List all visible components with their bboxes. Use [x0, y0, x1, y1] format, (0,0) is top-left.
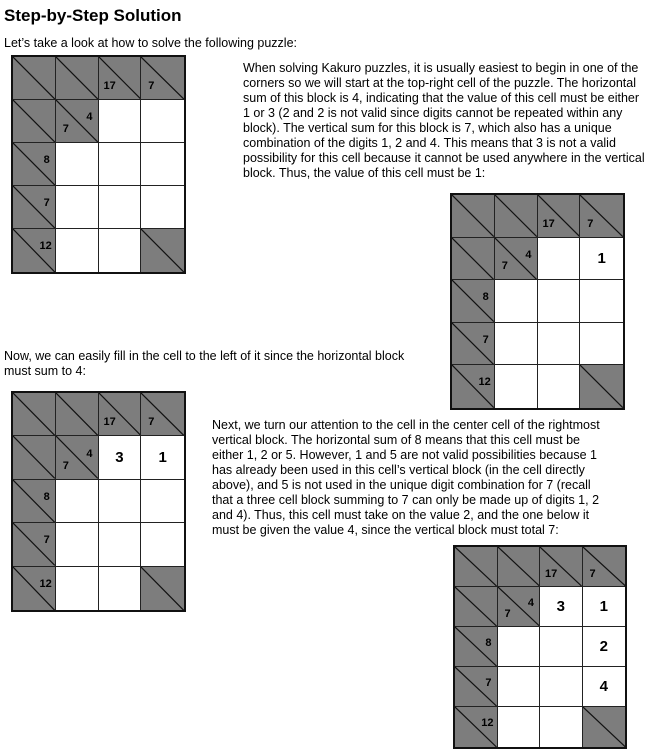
clue-cell: [56, 57, 99, 100]
clue-cell: [538, 195, 581, 238]
answer-cell: [141, 480, 184, 523]
across-clue: 8: [485, 637, 492, 650]
diagonal-divider: [56, 393, 98, 435]
diagonal-divider: [13, 436, 55, 478]
down-clue: 17: [542, 217, 555, 230]
answer-cell: [99, 229, 142, 272]
clue-cell: [452, 365, 495, 408]
diagonal-divider: [99, 57, 141, 99]
clue-cell: [498, 547, 541, 587]
down-clue: 7: [587, 217, 594, 230]
diagonal-divider: [141, 57, 184, 99]
answer-cell: [99, 480, 142, 523]
down-clue: 7: [501, 260, 508, 273]
cell-value: 1: [599, 598, 608, 615]
cell-value: 1: [158, 449, 167, 467]
diagonal-divider: [452, 238, 494, 280]
answer-cell: [56, 229, 99, 272]
answer-cell: [495, 280, 538, 323]
step3-explanation: Next, we turn our attention to the cell in the center cell of the rightmost vertical block. The horizontal sum of 8 means that this cell must be either 1, 2 or 5. However, 1 and 5 are not valid possibilities because 1 has already been used in this cell’s vertical block (in the cell directly above), and 5 is not used in the unique digit combination for 7 (recall that a three cell block summing to 7 can only be made up of digits 1, 2 and 4). Thus, this cell must take on the value 2, and the one below it must be given the value 4, since the vertical block must total 7:: [212, 418, 600, 537]
clue-cell: [455, 707, 498, 747]
across-clue: 4: [86, 111, 93, 124]
cell-value: 3: [556, 598, 565, 615]
answer-cell: [540, 707, 583, 747]
clue-cell: [455, 587, 498, 627]
clue-cell: [99, 393, 142, 436]
clue-cell: [13, 186, 56, 229]
across-clue: 12: [39, 577, 52, 590]
across-clue: 7: [43, 534, 50, 547]
answer-cell: [540, 667, 583, 707]
across-clue: 4: [525, 248, 532, 261]
clue-cell: [13, 393, 56, 436]
clue-cell: [495, 195, 538, 238]
clue-cell: [99, 57, 142, 100]
clue-cell: [452, 323, 495, 366]
clue-cell: [452, 238, 495, 281]
down-clue: 17: [545, 567, 558, 580]
across-clue: 4: [527, 597, 534, 610]
clue-cell: [141, 393, 184, 436]
clue-cell: [455, 667, 498, 707]
answer-cell: [580, 280, 623, 323]
answer-cell: [56, 143, 99, 186]
clue-cell: [452, 280, 495, 323]
clue-cell: [13, 480, 56, 523]
clue-cell: [495, 238, 538, 281]
answer-cell: [538, 280, 581, 323]
answer-cell: [141, 523, 184, 566]
answer-cell: [498, 707, 541, 747]
diagonal-divider: [141, 567, 184, 610]
across-clue: 12: [478, 376, 491, 389]
answer-cell: [56, 480, 99, 523]
diagonal-divider: [13, 57, 55, 99]
clue-cell: [56, 436, 99, 479]
answer-cell: [580, 323, 623, 366]
clue-cell: [580, 365, 623, 408]
down-clue: 7: [589, 567, 596, 580]
answer-cell: [99, 436, 142, 479]
diagonal-divider: [495, 195, 537, 237]
clue-cell: [13, 567, 56, 610]
answer-cell: [538, 323, 581, 366]
clue-cell: [452, 195, 495, 238]
puzzle-grid-step3: [453, 545, 627, 749]
clue-cell: [540, 547, 583, 587]
cell-value: 2: [599, 638, 608, 655]
answer-cell: [56, 186, 99, 229]
diagonal-divider: [452, 195, 494, 237]
puzzle-grid-initial: [11, 55, 186, 274]
step2-explanation: Now, we can easily fill in the cell to the left of it since the horizontal block must sum to 4:: [4, 349, 405, 378]
diagonal-divider: [583, 707, 626, 747]
across-clue: 7: [43, 197, 50, 210]
answer-cell: [141, 143, 184, 186]
across-clue: 8: [43, 490, 50, 503]
clue-cell: [580, 195, 623, 238]
answer-cell: [495, 323, 538, 366]
answer-cell: [498, 667, 541, 707]
clue-cell: [56, 100, 99, 143]
answer-cell: [540, 627, 583, 667]
step1-explanation: When solving Kakuro puzzles, it is usually easiest to begin in one of the corners so we will start at the top-right cell of the puzzle. The horizontal sum of this block is 4, indicating that the value of this cell must be either 1 or 3 (2 and 2 is not valid since digits cannot be repeated within any block). The vertical sum for this block is 7, which also has a unique combination of the digits 1, 2 and 4. This means that 3 is not a valid possibility for this cell because it cannot be used anywhere in the vertical block. Thus, the value of this cell must be 1:: [243, 61, 645, 180]
answer-cell: [99, 100, 142, 143]
diagonal-divider: [141, 229, 184, 272]
down-clue: 7: [148, 416, 155, 429]
clue-cell: [141, 229, 184, 272]
puzzle-grid-step2: [11, 391, 186, 612]
intro-text: Let’s take a look at how to solve the following puzzle:: [4, 36, 297, 50]
answer-cell: [141, 100, 184, 143]
answer-cell: [99, 523, 142, 566]
down-clue: 7: [62, 123, 69, 136]
answer-cell: [540, 587, 583, 627]
diagonal-divider: [13, 100, 55, 142]
answer-cell: [583, 587, 626, 627]
answer-cell: [538, 365, 581, 408]
across-clue: 12: [481, 717, 494, 730]
down-clue: 7: [504, 607, 511, 620]
down-clue: 7: [62, 459, 69, 472]
diagonal-divider: [540, 547, 582, 586]
diagonal-divider: [583, 547, 626, 586]
across-clue: 7: [482, 333, 489, 346]
diagonal-divider: [538, 195, 580, 237]
answer-cell: [56, 567, 99, 610]
across-clue: 4: [86, 447, 93, 460]
answer-cell: [99, 143, 142, 186]
answer-cell: [141, 436, 184, 479]
answer-cell: [498, 627, 541, 667]
diagonal-divider: [99, 393, 141, 435]
answer-cell: [99, 186, 142, 229]
puzzle-grid-step1: [450, 193, 625, 410]
answer-cell: [583, 667, 626, 707]
across-clue: 8: [482, 291, 489, 304]
answer-cell: [56, 523, 99, 566]
answer-cell: [583, 627, 626, 667]
down-clue: 17: [103, 416, 116, 429]
page-title: Step-by-Step Solution: [4, 6, 182, 25]
cell-value: 1: [597, 249, 606, 267]
answer-cell: [580, 238, 623, 281]
clue-cell: [141, 57, 184, 100]
diagonal-divider: [580, 195, 623, 237]
diagonal-divider: [13, 393, 55, 435]
clue-cell: [13, 57, 56, 100]
answer-cell: [141, 186, 184, 229]
cell-value: 4: [599, 678, 608, 695]
across-clue: 12: [39, 240, 52, 253]
clue-cell: [13, 523, 56, 566]
clue-cell: [56, 393, 99, 436]
clue-cell: [498, 587, 541, 627]
clue-cell: [583, 547, 626, 587]
across-clue: 8: [43, 154, 50, 167]
diagonal-divider: [580, 365, 623, 408]
clue-cell: [141, 567, 184, 610]
clue-cell: [583, 707, 626, 747]
diagonal-divider: [455, 587, 497, 626]
diagonal-divider: [141, 393, 184, 435]
diagonal-divider: [455, 547, 497, 586]
across-clue: 7: [485, 677, 492, 690]
clue-cell: [13, 100, 56, 143]
clue-cell: [13, 436, 56, 479]
diagonal-divider: [498, 547, 540, 586]
answer-cell: [99, 567, 142, 610]
clue-cell: [13, 229, 56, 272]
answer-cell: [538, 238, 581, 281]
cell-value: 3: [115, 449, 124, 467]
down-clue: 17: [103, 80, 116, 93]
down-clue: 7: [148, 80, 155, 93]
clue-cell: [455, 547, 498, 587]
clue-cell: [13, 143, 56, 186]
answer-cell: [495, 365, 538, 408]
diagonal-divider: [56, 57, 98, 99]
clue-cell: [455, 627, 498, 667]
